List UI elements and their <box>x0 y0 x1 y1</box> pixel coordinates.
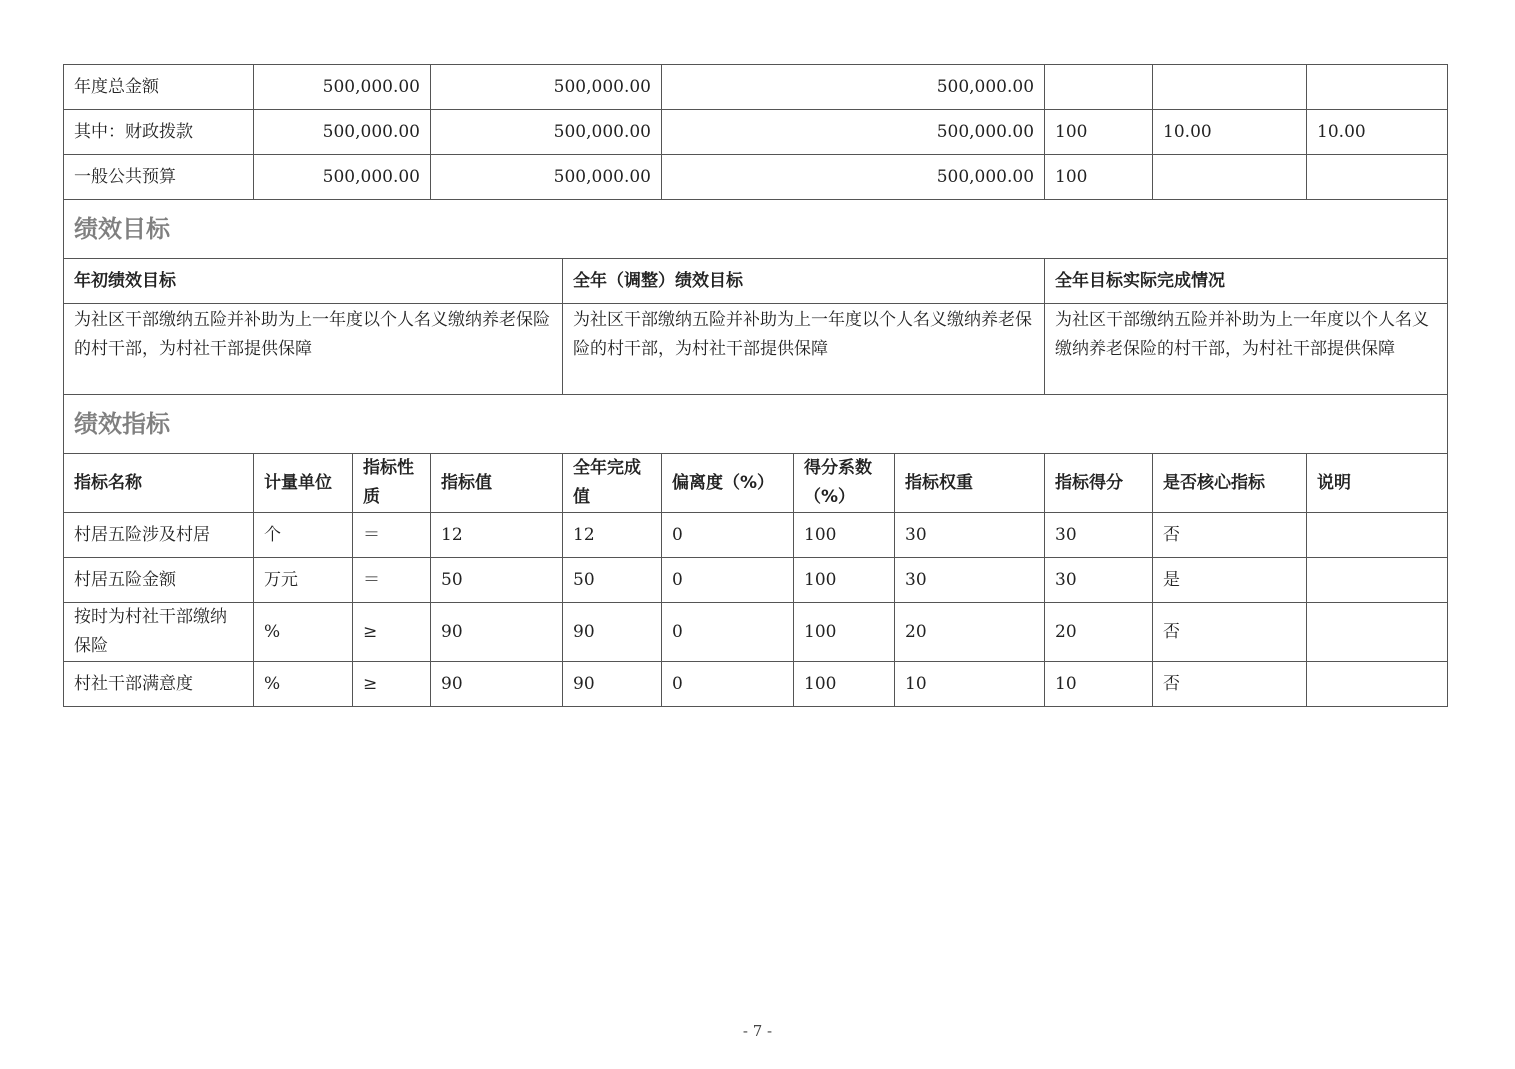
indicator-weight: 10 <box>895 662 1045 707</box>
indicator-unit: % <box>254 603 353 662</box>
indicator-weight: 30 <box>895 558 1045 603</box>
goal-adjusted-text: 为社区干部缴纳五险并补助为上一年度以个人名义缴纳养老保险的村干部，为村社干部提供保障 <box>563 304 1045 395</box>
indicator-actual: 90 <box>563 603 662 662</box>
col-header-actual: 全年完成值 <box>563 454 662 513</box>
indicators-section-title: 绩效指标 <box>64 395 1448 454</box>
indicator-deviation: 0 <box>662 603 794 662</box>
funding-label: 一般公共预算 <box>64 155 254 200</box>
funding-amount: 500,000.00 <box>662 65 1045 110</box>
table-row <box>64 513 1448 558</box>
indicator-note <box>1307 662 1448 707</box>
indicator-weight: 20 <box>895 603 1045 662</box>
indicator-unit: 万元 <box>254 558 353 603</box>
funding-ratio: 100 <box>1045 110 1153 155</box>
indicator-score: 30 <box>1045 513 1153 558</box>
indicator-value: 50 <box>431 558 563 603</box>
table-row <box>64 558 1448 603</box>
indicator-unit: 个 <box>254 513 353 558</box>
funding-row <box>64 65 1448 110</box>
indicator-actual: 12 <box>563 513 662 558</box>
indicator-core: 是 <box>1153 558 1307 603</box>
indicator-unit: % <box>254 662 353 707</box>
indicator-nature: ≥ <box>353 603 431 662</box>
indicator-note <box>1307 603 1448 662</box>
performance-table <box>63 64 1448 707</box>
funding-amount: 500,000.00 <box>431 155 662 200</box>
indicator-coef: 100 <box>794 558 895 603</box>
funding-weight <box>1153 155 1307 200</box>
col-header-note: 说明 <box>1307 454 1448 513</box>
funding-ratio: 100 <box>1045 155 1153 200</box>
indicator-core: 否 <box>1153 603 1307 662</box>
indicator-deviation: 0 <box>662 662 794 707</box>
funding-ratio <box>1045 65 1153 110</box>
indicator-value: 90 <box>431 603 563 662</box>
indicators-header-row <box>64 454 1448 513</box>
goal-actual-text: 为社区干部缴纳五险并补助为上一年度以个人名义缴纳养老保险的村干部，为村社干部提供保障 <box>1045 304 1448 395</box>
goal-header-initial: 年初绩效目标 <box>64 259 563 304</box>
indicator-nature: ≥ <box>353 662 431 707</box>
indicator-note <box>1307 558 1448 603</box>
indicator-name: 村居五险金额 <box>64 558 254 603</box>
funding-weight <box>1153 65 1307 110</box>
indicator-actual: 50 <box>563 558 662 603</box>
funding-amount: 500,000.00 <box>254 110 431 155</box>
indicator-name: 按时为村社干部缴纳保险 <box>64 603 254 662</box>
indicator-score: 30 <box>1045 558 1153 603</box>
funding-amount: 500,000.00 <box>662 110 1045 155</box>
goal-header-adjusted: 全年（调整）绩效目标 <box>563 259 1045 304</box>
indicator-coef: 100 <box>794 603 895 662</box>
funding-amount: 500,000.00 <box>254 155 431 200</box>
indicator-score: 10 <box>1045 662 1153 707</box>
indicator-nature: ＝ <box>353 513 431 558</box>
funding-amount: 500,000.00 <box>254 65 431 110</box>
funding-weight: 10.00 <box>1153 110 1307 155</box>
col-header-value: 指标值 <box>431 454 563 513</box>
funding-score <box>1307 155 1448 200</box>
indicator-deviation: 0 <box>662 558 794 603</box>
funding-label: 年度总金额 <box>64 65 254 110</box>
col-header-unit: 计量单位 <box>254 454 353 513</box>
indicator-value: 12 <box>431 513 563 558</box>
indicator-deviation: 0 <box>662 513 794 558</box>
indicator-coef: 100 <box>794 513 895 558</box>
indicator-coef: 100 <box>794 662 895 707</box>
funding-row <box>64 155 1448 200</box>
col-header-coef: 得分系数（%） <box>794 454 895 513</box>
indicator-core: 否 <box>1153 513 1307 558</box>
col-header-name: 指标名称 <box>64 454 254 513</box>
indicator-name: 村社干部满意度 <box>64 662 254 707</box>
indicator-note <box>1307 513 1448 558</box>
indicator-nature: ＝ <box>353 558 431 603</box>
indicator-core: 否 <box>1153 662 1307 707</box>
indicator-value: 90 <box>431 662 563 707</box>
goals-value-row <box>64 304 1448 395</box>
funding-amount: 500,000.00 <box>431 65 662 110</box>
col-header-score: 指标得分 <box>1045 454 1153 513</box>
col-header-nature: 指标性质 <box>353 454 431 513</box>
funding-amount: 500,000.00 <box>662 155 1045 200</box>
funding-label: 其中：财政拨款 <box>64 110 254 155</box>
funding-score: 10.00 <box>1307 110 1448 155</box>
goals-section-title: 绩效目标 <box>64 200 1448 259</box>
col-header-core: 是否核心指标 <box>1153 454 1307 513</box>
goal-initial-text: 为社区干部缴纳五险并补助为上一年度以个人名义缴纳养老保险的村干部，为村社干部提供保障 <box>64 304 563 395</box>
funding-score <box>1307 65 1448 110</box>
indicator-score: 20 <box>1045 603 1153 662</box>
col-header-weight: 指标权重 <box>895 454 1045 513</box>
funding-amount: 500,000.00 <box>431 110 662 155</box>
page-number: - 7 - <box>742 1022 773 1040</box>
table-row <box>64 662 1448 707</box>
funding-row <box>64 110 1448 155</box>
goal-header-actual: 全年目标实际完成情况 <box>1045 259 1448 304</box>
indicator-actual: 90 <box>563 662 662 707</box>
col-header-deviation: 偏离度（%） <box>662 454 794 513</box>
indicator-name: 村居五险涉及村居 <box>64 513 254 558</box>
indicator-weight: 30 <box>895 513 1045 558</box>
goals-header-row <box>64 259 1448 304</box>
table-row <box>64 603 1448 662</box>
